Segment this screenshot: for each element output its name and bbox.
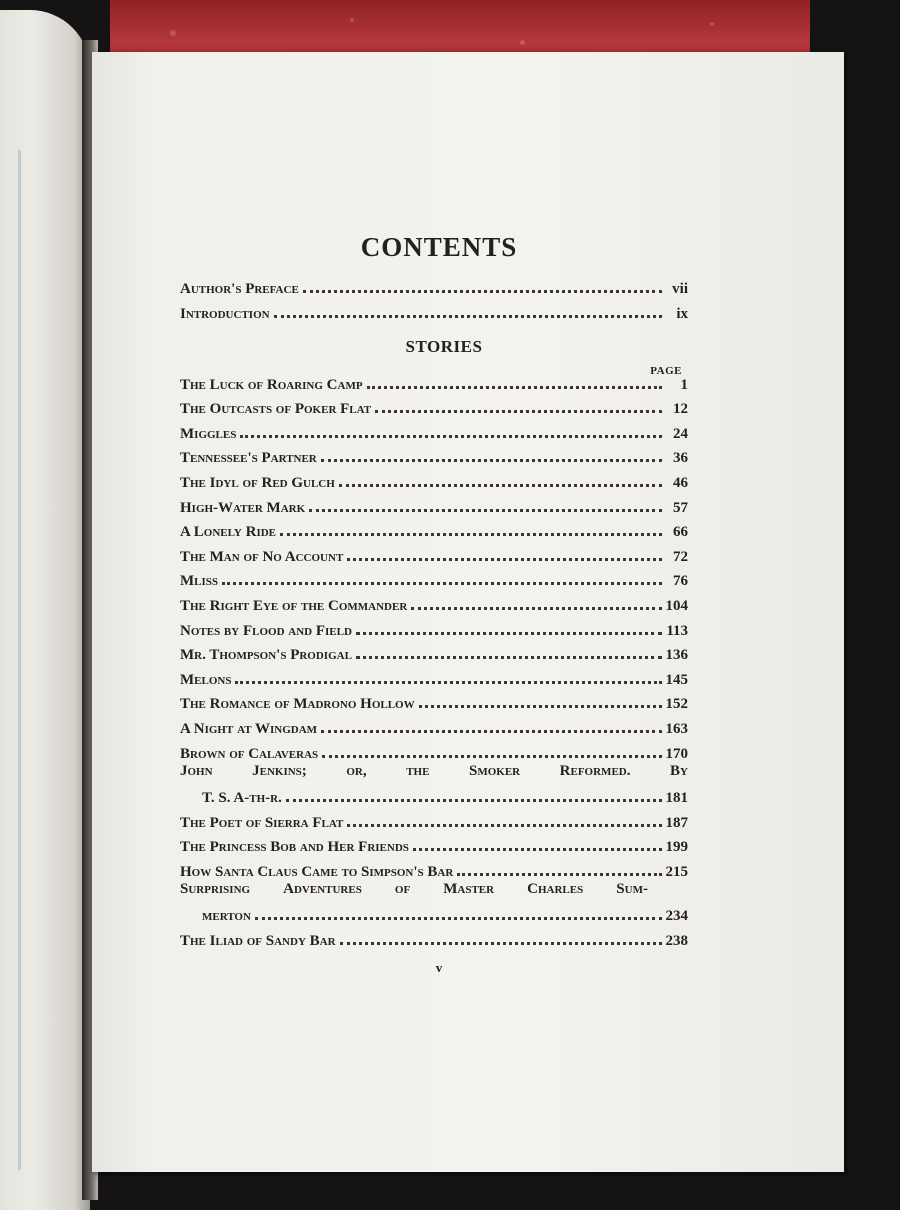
toc-entry-summerton	[180, 881, 688, 926]
entry-page: 163	[665, 720, 688, 737]
leader-dots	[367, 381, 662, 389]
leader-dots	[303, 285, 662, 293]
entry-title: Brown of Calaveras	[180, 745, 319, 762]
entry-page: 36	[673, 450, 688, 467]
section-title: STORIES	[405, 337, 483, 356]
toc-entry	[180, 689, 688, 714]
toc-entry	[180, 492, 688, 517]
leader-dots	[411, 602, 661, 610]
leader-dots	[419, 700, 662, 708]
entry-page: 12	[673, 401, 688, 418]
title-word: Reformed.	[559, 762, 631, 779]
leader-dots	[309, 504, 662, 512]
entry-title: Mliss	[180, 573, 219, 590]
toc-entry	[180, 925, 688, 950]
entry-page: 238	[665, 933, 688, 950]
entry-title-line2	[180, 783, 688, 808]
entry-title: A Lonely Ride	[180, 524, 277, 541]
leader-dots	[356, 651, 662, 659]
toc	[180, 232, 688, 976]
entry-page: 145	[665, 671, 688, 688]
toc-title: CONTENTS	[360, 232, 518, 262]
stories-list	[180, 369, 688, 950]
leader-dots	[222, 577, 662, 585]
leader-dots	[339, 479, 662, 487]
title-word: John	[180, 762, 213, 779]
entry-title: The Iliad of Sandy Bar	[180, 933, 336, 950]
toc-entry-jenkins	[180, 763, 688, 808]
entry-title: The Idyl of Red Gulch	[180, 474, 335, 491]
entry-title: Introduction	[180, 306, 270, 322]
entry-title: A Night at Wingdam	[180, 720, 318, 737]
title-word: Jenkins;	[252, 762, 307, 779]
page-folio: v	[435, 960, 443, 976]
title-word: Sum-	[616, 880, 648, 897]
entry-page: 1	[680, 376, 688, 393]
leader-dots	[321, 454, 662, 462]
toc-entry	[180, 566, 688, 591]
leader-dots	[322, 750, 661, 758]
front-matter-list	[180, 273, 688, 323]
entry-title: Mr. Thompson's Prodigal	[180, 647, 352, 664]
entry-title: The Man of No Account	[180, 548, 344, 565]
entry-page: 199	[665, 839, 688, 856]
entry-page: 57	[673, 499, 688, 516]
entry-title: The Romance of Madrono Hollow	[180, 696, 415, 713]
entry-title: Tennessee's Partner	[180, 450, 317, 467]
leader-dots	[235, 676, 661, 684]
entry-page: 24	[673, 425, 688, 442]
leader-dots	[280, 528, 662, 536]
toc-entry	[180, 541, 688, 566]
toc-entry	[180, 443, 688, 468]
entry-title: The Poet of Sierra Flat	[180, 814, 344, 831]
leader-dots	[347, 819, 661, 827]
leader-dots	[457, 868, 661, 876]
toc-entry	[180, 832, 688, 857]
title-word: Adventures	[283, 880, 362, 897]
toc-entry	[180, 713, 688, 738]
leader-dots	[356, 627, 662, 635]
entry-title-line2	[180, 901, 688, 926]
leader-dots	[347, 553, 662, 561]
leader-dots	[340, 937, 662, 945]
entry-title-line1	[180, 881, 688, 901]
entry-title: The Princess Bob and Her Friends	[180, 839, 409, 856]
title-word: Master	[443, 880, 495, 897]
entry-title: Author's Preface	[180, 281, 299, 297]
toc-entry	[180, 298, 688, 323]
entry-page: vii	[672, 281, 688, 297]
toc-entry	[180, 369, 688, 394]
left-page-border	[18, 150, 45, 1170]
entry-page: 234	[665, 908, 688, 925]
entry-page: 113	[666, 622, 688, 639]
leader-dots	[286, 794, 662, 802]
entry-title-line1	[180, 763, 688, 783]
entry-page: 72	[673, 548, 688, 565]
leader-dots	[274, 310, 662, 318]
toc-entry	[180, 418, 688, 443]
title-word: By	[670, 762, 688, 779]
entry-title: The Luck of Roaring Camp	[180, 376, 363, 393]
entry-page: 215	[665, 863, 688, 880]
leader-dots	[240, 430, 662, 438]
left-page	[0, 10, 90, 1210]
toc-entry	[180, 807, 688, 832]
entry-page: 46	[673, 474, 688, 491]
entry-title: merton	[202, 908, 251, 925]
leader-dots	[255, 912, 662, 920]
title-word: Surprising	[180, 880, 251, 897]
entry-title: The Outcasts of Poker Flat	[180, 401, 372, 418]
entry-title: Miggles	[180, 425, 237, 442]
toc-entry	[180, 615, 688, 640]
toc-entry	[180, 640, 688, 665]
toc-entry	[180, 517, 688, 542]
title-word: or,	[346, 762, 367, 779]
entry-page: 76	[673, 573, 688, 590]
entry-page: 170	[665, 745, 688, 762]
toc-entry	[180, 273, 688, 298]
entry-title: Notes by Flood and Field	[180, 622, 352, 639]
toc-entry	[180, 738, 688, 763]
entry-page: 152	[665, 696, 688, 713]
entry-title: Melons	[180, 671, 232, 688]
entry-title: The Right Eye of the Commander	[180, 597, 408, 614]
entry-page: 66	[673, 524, 688, 541]
leader-dots	[321, 725, 661, 733]
entry-page: 104	[665, 597, 688, 614]
toc-entry	[180, 664, 688, 689]
toc-entry	[180, 856, 688, 881]
page-column-header: PAGE	[650, 365, 682, 377]
leader-dots	[413, 843, 662, 851]
title-word: the	[406, 762, 430, 779]
entry-page: 181	[665, 790, 688, 807]
entry-page: 187	[665, 814, 688, 831]
leader-dots	[375, 405, 662, 413]
title-word: Smoker	[468, 762, 521, 779]
entry-title: How Santa Claus Came to Simpson's Bar	[180, 863, 454, 880]
toc-entry	[180, 590, 688, 615]
entry-page: ix	[676, 306, 688, 322]
entry-title: High-Water Mark	[180, 499, 306, 516]
entry-page: 136	[665, 647, 688, 664]
title-word: Charles	[527, 880, 584, 897]
toc-entry	[180, 467, 688, 492]
toc-entry	[180, 394, 688, 419]
entry-title: T. S. A-th-r.	[202, 790, 282, 807]
title-word: of	[394, 880, 411, 897]
